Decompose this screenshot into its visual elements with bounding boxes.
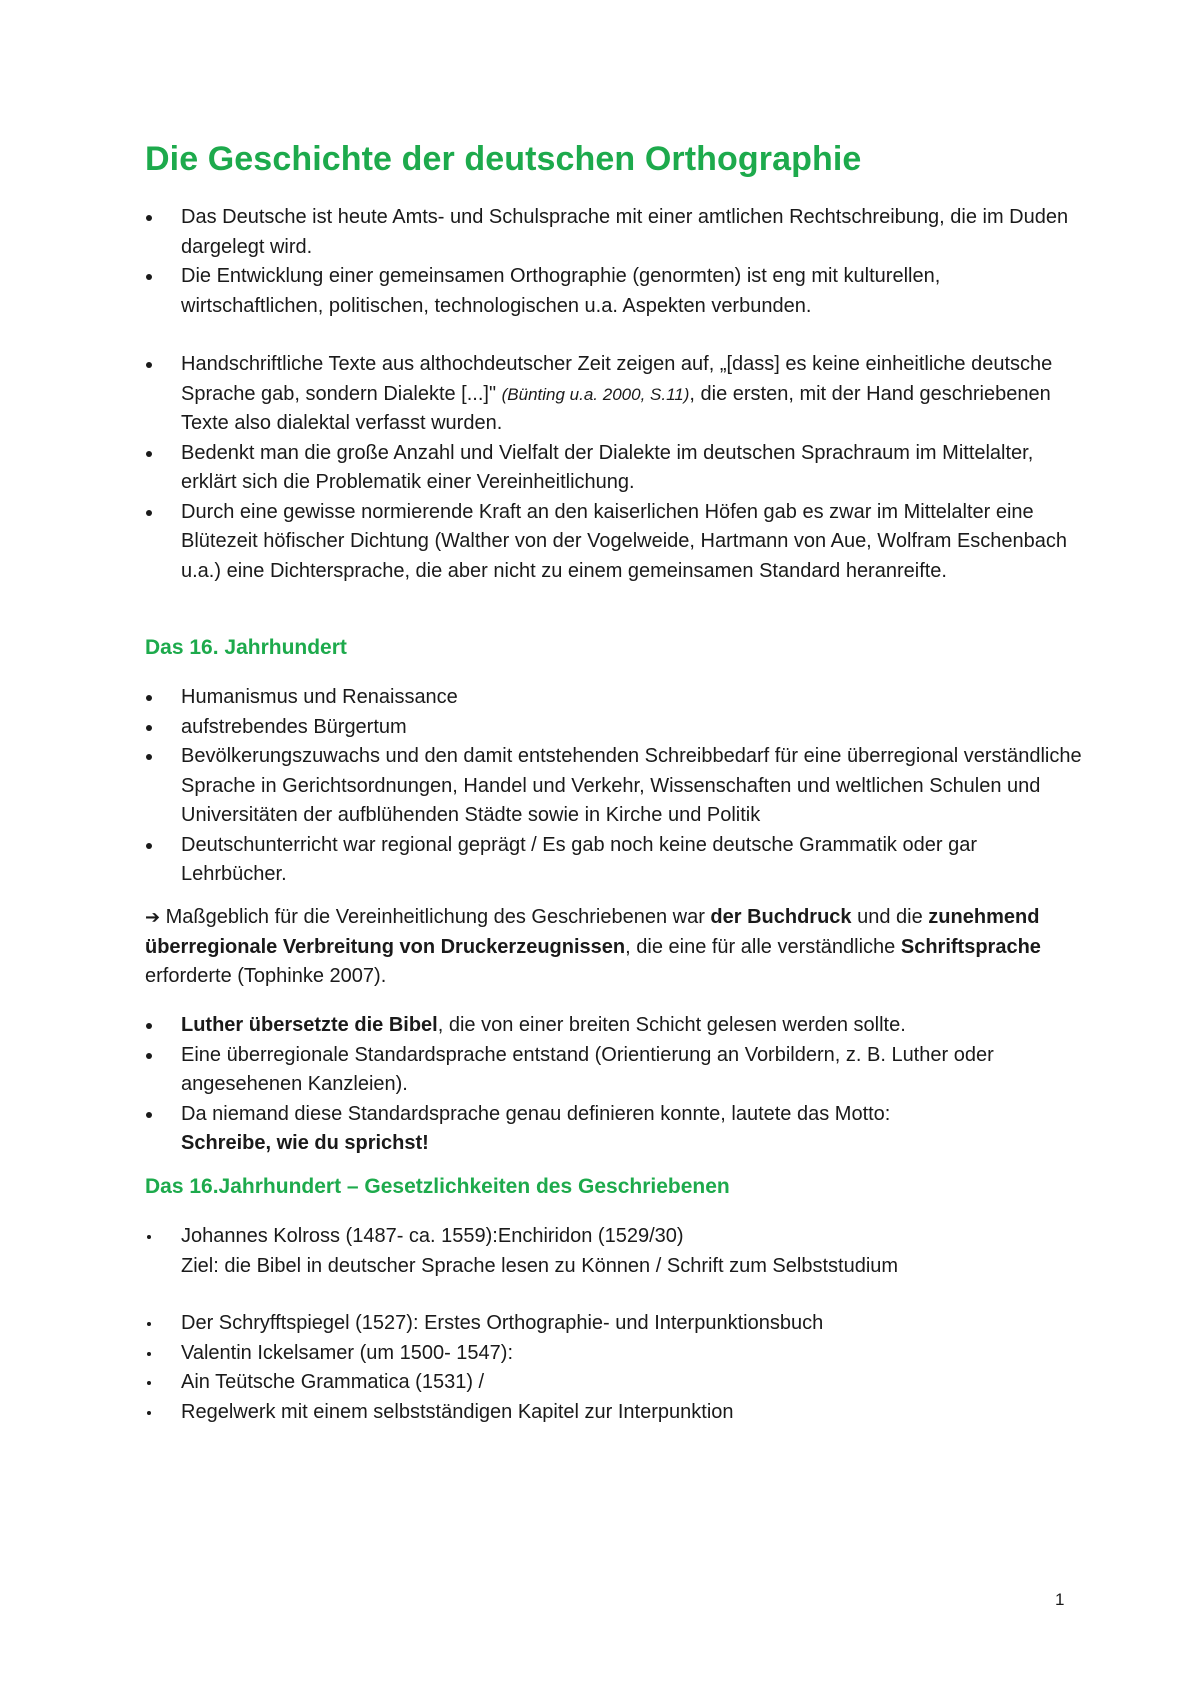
- list-item: Regelwerk mit einem selbstständigen Kapitel zur Interpunktion: [145, 1398, 1085, 1428]
- bold-run: zunehmend überregionale Verbreitung von Druckerzeugnissen: [145, 906, 1040, 958]
- intro-list: [145, 203, 1085, 321]
- citation: (Bünting u.a. 2000, S.11): [501, 384, 690, 404]
- text-run: , die eine für alle verständliche: [625, 935, 901, 958]
- history-list: [145, 350, 1085, 586]
- page-title: Die Geschichte der deutschen Orthographie: [145, 140, 862, 178]
- text-run: Maßgeblich für die Vereinheitlichung des Geschriebenen war: [160, 906, 711, 928]
- section-heading-16th-century: Das 16. Jahrhundert: [145, 636, 347, 659]
- item-text: Johannes Kolross (1487- ca. 1559):Enchiridon (1529/30): [181, 1225, 684, 1247]
- text-run: erforderte (Tophinke 2007).: [145, 965, 387, 987]
- list-item: [145, 1222, 1085, 1281]
- item-text: Da niemand diese Standardsprache genau definieren konnte, lautete das Motto:: [181, 1102, 891, 1125]
- page-number: 1: [1055, 1590, 1065, 1609]
- conclusion-paragraph: [145, 903, 1085, 992]
- list-item: Eine überregionale Standardsprache entstand (Orientierung an Vorbildern, z. B. Luther oder angesehenen Kanzleien).: [145, 1041, 1085, 1100]
- list-item: Humanismus und Renaissance: [145, 683, 1085, 713]
- luther-list: [145, 1011, 1085, 1159]
- list-item: Durch eine gewisse normierende Kraft an den kaiserlichen Höfen gab es zwar im Mittelalter eine Blütezeit höfischer Dichtung (Walther von der Vogelweide, Hartmann von Aue, Wolfram Eschenbach u.a.) eine Dichtersprache, die aber nicht zu einem gemeinsamen Standard heranreifte.: [145, 498, 1085, 587]
- list-item: Die Entwicklung einer gemeinsamen Orthographie (genormten) ist eng mit kulturellen, wirtschaftlichen, politischen, technologischen u.a. Aspekten verbunden.: [145, 262, 1085, 321]
- list-item: Deutschunterricht war regional geprägt / Es gab noch keine deutsche Grammatik oder gar Lehrbücher.: [145, 831, 1085, 890]
- bold-run: der Buchdruck: [710, 906, 852, 928]
- text-run: und die: [851, 906, 929, 928]
- list-item: Das Deutsche ist heute Amts- und Schulsprache mit einer amtlichen Rechtschreibung, die im Duden dargelegt wird.: [145, 203, 1085, 262]
- list-item: Bevölkerungszuwachs und den damit entstehenden Schreibbedarf für eine überregional verständliche Sprache in Gerichtsordnungen, Handel und Verkehr, Wissenschaften und weltlichen Schulen und Universitäten der aufblühenden Städte sowie in Kirche und Politik: [145, 742, 1085, 831]
- item-text: Ziel: die Bibel in deutscher Sprache lesen zu Können / Schrift zum Selbststudium: [181, 1254, 899, 1277]
- list-item: Der Schryfftspiegel (1527): Erstes Orthographie- und Interpunktionsbuch: [145, 1309, 1085, 1339]
- item-text: , die ersten, mit der Hand geschriebenen Texte also dialektal verfasst wurden.: [181, 382, 1051, 434]
- sources-list: [145, 1222, 1085, 1427]
- factors-list: [145, 683, 1085, 890]
- list-item: aufstrebendes Bürgertum: [145, 713, 1085, 743]
- list-item: [145, 1100, 1085, 1159]
- bold-run: Luther übersetzte die Bibel: [181, 1014, 438, 1036]
- item-text: Handschriftliche Texte aus althochdeutscher Zeit zeigen auf, „[dass] es keine einheitliche deutsche Sprache gab, sondern Dialekte [...]": [181, 353, 1053, 405]
- section-heading-laws: Das 16.Jahrhundert – Gesetzlichkeiten des Geschriebenen: [145, 1175, 730, 1198]
- list-item: Bedenkt man die große Anzahl und Vielfalt der Dialekte im deutschen Sprachraum im Mittelalter, erklärt sich die Problematik einer Vereinheitlichung.: [145, 439, 1085, 498]
- bold-run: Schriftsprache: [900, 935, 1041, 958]
- arrow-icon: ➔: [145, 907, 161, 927]
- list-item: [145, 350, 1085, 439]
- item-text: , die von einer breiten Schicht gelesen werden sollte.: [437, 1014, 906, 1036]
- motto: Schreibe, wie du sprichst!: [181, 1132, 429, 1154]
- list-item: [145, 1011, 1085, 1041]
- list-item: Valentin Ickelsamer (um 1500- 1547):: [145, 1339, 1085, 1369]
- list-item: Ain Teütsche Grammatica (1531) /: [145, 1368, 1085, 1398]
